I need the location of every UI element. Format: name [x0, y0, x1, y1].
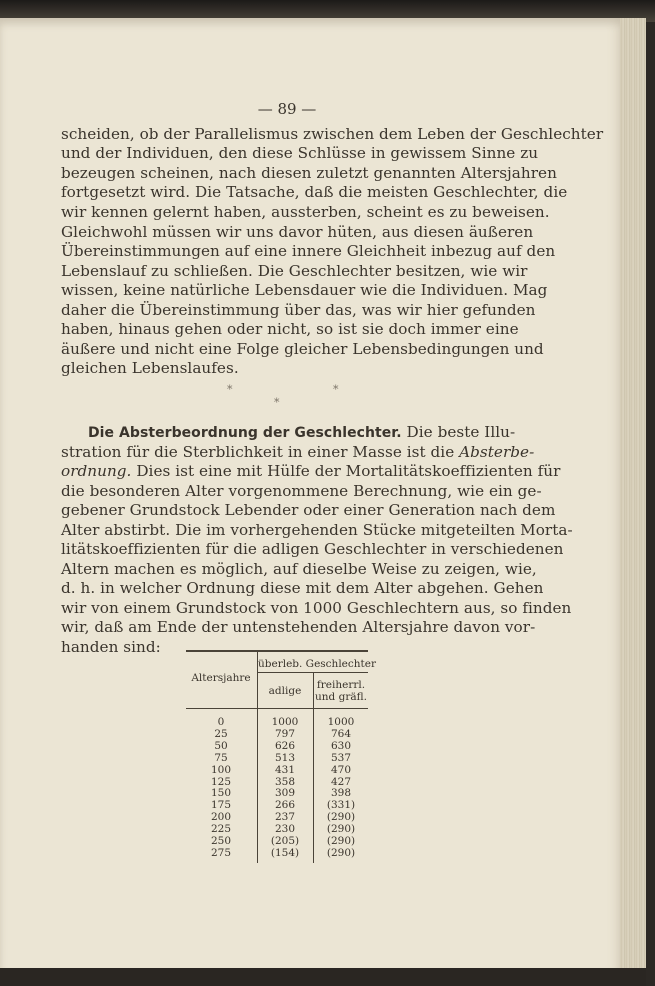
- table-cell-age: 100: [210, 763, 232, 776]
- text-line: und der Individuen, den diese Schlüsse in gewissem Sinne zu: [61, 144, 539, 162]
- text-line: Gleichwohl müssen wir uns davor hüten, aus diesen äußeren: [61, 223, 534, 241]
- page-stack-edge: [620, 18, 646, 976]
- table-cell-adlige: 309: [274, 787, 296, 800]
- text-line: wir kennen gelernt haben, aussterben, scheint es zu beweisen.: [61, 203, 550, 221]
- table-cell-freiherrl: (290): [326, 846, 356, 859]
- survival-table: [186, 650, 376, 865]
- table-header-rule: [186, 708, 368, 709]
- table-cell-adlige: 626: [274, 739, 296, 752]
- table-cell-age: 225: [210, 823, 232, 836]
- paragraph-2-text: Die beste Illu-: [406, 423, 516, 441]
- table-cell-adlige: 431: [274, 763, 296, 776]
- paragraph-2-line: [61, 443, 535, 461]
- section-heading-line: [88, 423, 516, 441]
- column-header-adlige: adlige: [268, 685, 302, 697]
- text-line: gebener Grundstock Lebender oder einer Generation nach dem: [61, 501, 556, 519]
- table-cell-freiherrl: 427: [330, 775, 352, 788]
- column-header-group: überleb. Geschlechter: [258, 658, 376, 670]
- column-header-freiherrl: freiherrl.: [316, 679, 366, 691]
- text-line: d. h. in welcher Ordnung diese mit dem Alter abgehen. Gehen: [61, 579, 544, 597]
- page-number: — 89 —: [257, 100, 317, 118]
- column-header-age: Altersjahre: [191, 672, 251, 684]
- table-cell-freiherrl: (290): [326, 835, 356, 847]
- section-heading: Die Absterbeordnung der Geschlechter.: [88, 425, 402, 441]
- separator-star: *: [274, 396, 280, 409]
- text-line: wir, daß am Ende der untenstehenden Altersjahre davon vor-: [61, 618, 536, 636]
- table-cell-age: 50: [214, 739, 228, 752]
- table-cell-adlige: 513: [274, 751, 296, 764]
- text-line: Alter abstirbt. Die im vorhergehenden Stücke mitgeteilten Morta-: [61, 521, 573, 539]
- paragraph-2-text: stration für die Sterblichkeit in einer Masse ist die: [61, 443, 455, 461]
- table-cell-age: 125: [210, 775, 232, 788]
- table-cell-age: 150: [210, 787, 232, 800]
- table-cell-freiherrl: (290): [326, 823, 356, 836]
- table-cell-adlige: (154): [270, 846, 300, 859]
- table-cell-freiherrl: 398: [330, 787, 352, 800]
- emphasis-term: Absterbe-: [459, 443, 535, 461]
- table-top-rule: [186, 650, 368, 652]
- table-cell-freiherrl: 764: [330, 727, 352, 740]
- separator-star: *: [333, 383, 339, 396]
- table-cell-age: 275: [210, 846, 232, 859]
- text-line: haben, hinaus gehen oder nicht, so ist sie doch immer eine: [61, 320, 519, 338]
- table-cell-adlige: 266: [274, 799, 296, 812]
- table-cell-age: 175: [210, 799, 232, 812]
- text-line: handen sind:: [61, 638, 161, 656]
- table-cell-freiherrl: (290): [326, 811, 356, 824]
- book-bottom-edge: [0, 968, 646, 986]
- text-line: gleichen Lebenslaufes.: [61, 359, 239, 377]
- text-line: daher die Übereinstimmung über das, was wir hier gefunden: [61, 301, 536, 319]
- table-cell-freiherrl: 630: [330, 739, 352, 752]
- text-line: Übereinstimmungen auf eine innere Gleichheit inbezug auf den: [61, 242, 556, 260]
- table-cell-freiherrl: (331): [326, 799, 356, 812]
- text-line: litätskoeffizienten für die adligen Geschlechter in verschiedenen: [61, 540, 564, 558]
- table-cell-adlige: 1000: [271, 716, 299, 728]
- text-line: äußere und nicht eine Folge gleicher Lebensbedingungen und: [61, 340, 544, 358]
- table-cell-adlige: 237: [274, 811, 296, 824]
- table-cell-freiherrl: 537: [330, 751, 352, 764]
- table-cell-freiherrl: 470: [330, 763, 352, 776]
- text-line: Altern machen es möglich, auf dieselbe Weise zu zeigen, wie,: [61, 560, 537, 578]
- paragraph-2-text: Dies ist eine mit Hülfe der Mortalitätskoeffizienten für: [136, 462, 561, 480]
- table-cell-adlige: 358: [274, 775, 296, 788]
- text-line: die besonderen Alter vorgenommene Berechnung, wie ein ge-: [61, 482, 542, 500]
- text-line: Lebenslauf zu schließen. Die Geschlechter besitzen, wie wir: [61, 262, 528, 280]
- table-cell-age: 250: [210, 835, 232, 847]
- text-line: wir von einem Grundstock von 1000 Geschlechtern aus, so finden: [61, 599, 572, 617]
- table-cell-age: 0: [217, 716, 225, 728]
- column-header-freiherrl: und gräfl.: [315, 691, 367, 703]
- text-line: bezeugen scheinen, nach diesen zuletzt genannten Altersjahren: [61, 164, 557, 182]
- table-cell-adlige: 797: [274, 727, 296, 740]
- table-cell-age: 25: [214, 727, 228, 740]
- table-cell-adlige: (205): [270, 835, 300, 847]
- separator-star: *: [227, 383, 233, 396]
- emphasis-term: ordnung.: [61, 462, 132, 480]
- text-line: scheiden, ob der Parallelismus zwischen dem Leben der Geschlechter: [61, 125, 604, 143]
- paragraph-2-line: [61, 462, 561, 480]
- table-cell-adlige: 230: [274, 823, 296, 836]
- text-line: fortgesetzt wird. Die Tatsache, daß die meisten Geschlechter, die: [61, 183, 568, 201]
- table-cell-age: 200: [210, 811, 232, 824]
- table-cell-age: 75: [214, 751, 228, 764]
- table-cell-freiherrl: 1000: [327, 716, 355, 728]
- text-line: wissen, keine natürliche Lebensdauer wie die Individuen. Mag: [61, 281, 548, 299]
